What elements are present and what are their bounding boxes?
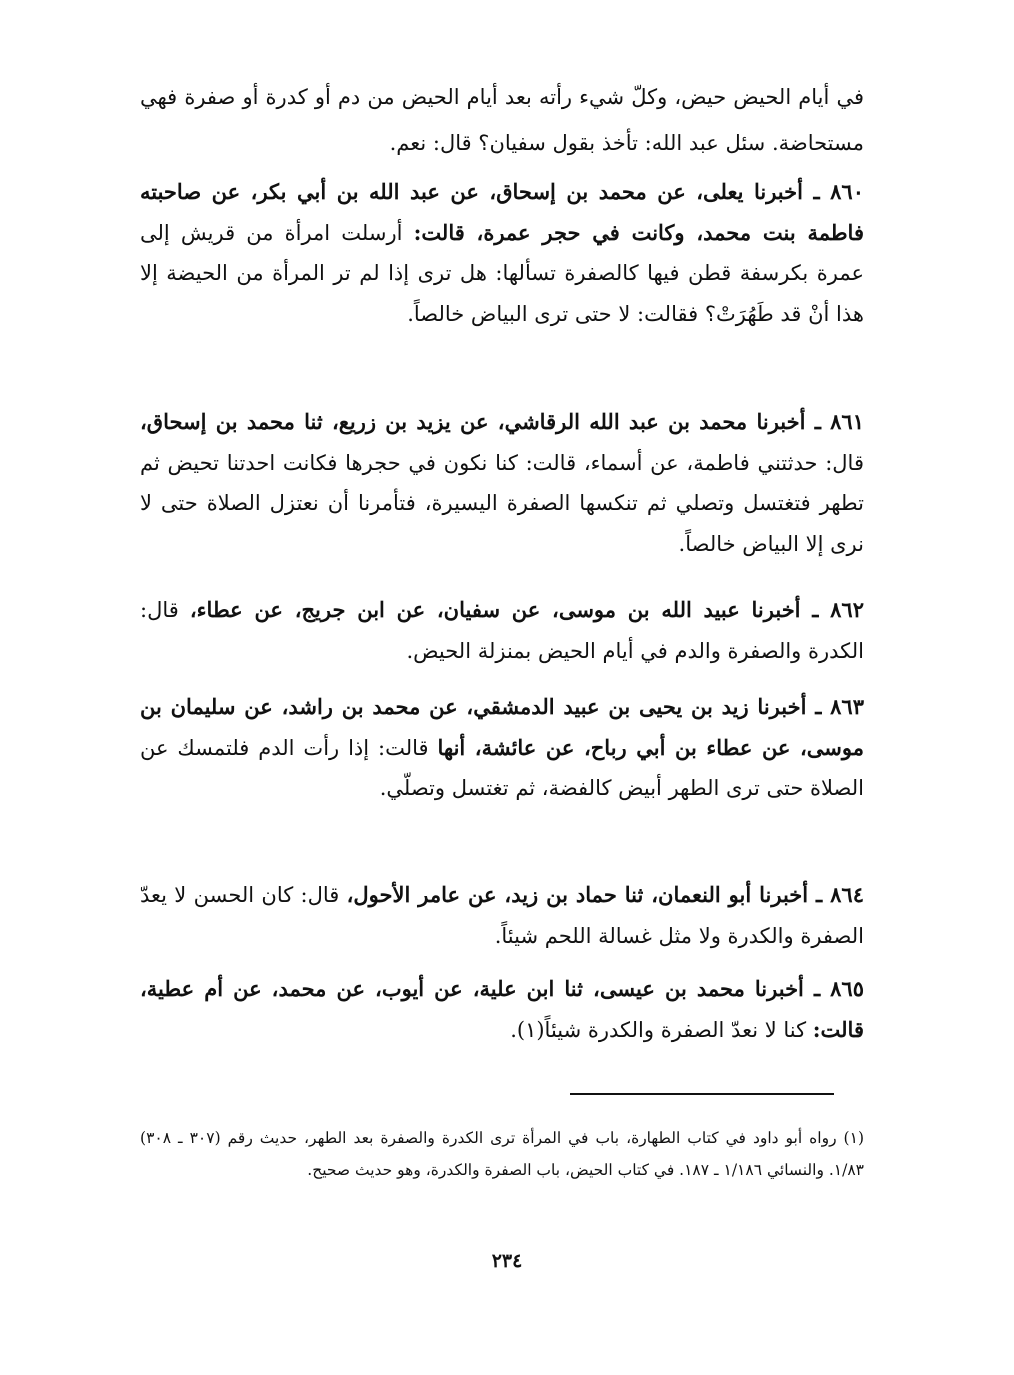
hadith-863-text: قالت: إذا رأت الدم فلتمسك عن الصلاة حتى ترى الطهر أبيض كالفضة، ثم تغتسل وتصلّي. [140, 735, 864, 800]
hadith-860-text: أرسلت امرأة من قريش إلى عمرة بكرسفة قطن فيها كالصفرة تسألها: هل ترى إذا لم تر المرأة من الحيضة إلا هذا أنْ قد طَهُرَتْ؟ فقالت: لا حتى ترى البياض خالصاً. [140, 220, 864, 326]
hadith-863-chain: ٨٦٣ ـ أخبرنا زيد بن يحيى بن عبيد الدمشقي، عن محمد بن راشد، عن سليمان بن موسى، عن عطاء بن أبي رباح، عن عائشة، أنها [140, 694, 864, 760]
hadith-865-chain: ٨٦٥ ـ أخبرنا محمد بن عيسى، ثنا ابن علية، عن أيوب، عن محمد، عن أم عطية، قالت: [140, 976, 864, 1042]
hadith-863 [140, 687, 864, 809]
footnote: (١) رواه أبو داود في كتاب الطهارة، باب في المرأة ترى الكدرة والصفرة بعد الطهر، حديث رقم (٣٠٧ ـ ٣٠٨) ١/٨٣. والنسائي ١/١٨٦ ـ ١٨٧. في كتاب الحيض، باب الصفرة والكدرة، وهو حديث صحيح. [140, 1129, 864, 1179]
hadith-862-chain: ٨٦٢ ـ أخبرنا عبيد الله بن موسى، عن سفيان، عن ابن جريج، عن عطاء، [189, 597, 864, 622]
hadith-864-chain: ٨٦٤ ـ أخبرنا أبو النعمان، ثنا حماد بن زيد، عن عامر الأحول، [346, 882, 864, 907]
hadith-861-chain: ٨٦١ ـ أخبرنا محمد بن عبد الله الرقاشي، عن يزيد بن زريع، ثنا محمد بن إسحاق، [140, 409, 864, 434]
hadith-861 [140, 402, 864, 564]
hadith-865 [140, 969, 864, 1050]
hadith-860 [140, 172, 864, 334]
hadith-861-text: قال: حدثتني فاطمة، عن أسماء، قالت: كنا نكون في حجرها فكانت احدتنا تحيض ثم تطهر فتغتسل وتصلي ثم تنكسها الصفرة اليسيرة، فتأمرنا أن نعتزل الصلاة حتى لا نرى إلا البياض خالصاً. [140, 450, 864, 556]
hadith-860-chain: ٨٦٠ ـ أخبرنا يعلى، عن محمد بن إسحاق، عن عبد الله بن أبي بكر، عن صاحبته فاطمة بنت محمد، وكانت في حجر عمرة، قالت: [140, 179, 864, 245]
footnote-divider [570, 1093, 834, 1095]
hadith-862-text: قال: الكدرة والصفرة والدم في أيام الحيض بمنزلة الحيض. [140, 598, 864, 663]
hadith-864-text: قال: كان الحسن لا يعدّ الصفرة والكدرة ولا مثل غسالة اللحم شيئاً. [140, 883, 864, 948]
intro-paragraph: في أيام الحيض حيض، وكلّ شيء رأته بعد أيام الحيض من دم أو كدرة أو صفرة فهي مستحاضة. سئل عبد الله: تأخذ بقول سفيان؟ قال: نعم. [140, 85, 864, 155]
hadith-862 [140, 590, 864, 671]
hadith-865-text: كنا لا نعدّ الصفرة والكدرة شيئاً(١). [510, 1017, 813, 1042]
page-number: ٢٣٤ [491, 1250, 523, 1272]
hadith-864 [140, 875, 864, 956]
